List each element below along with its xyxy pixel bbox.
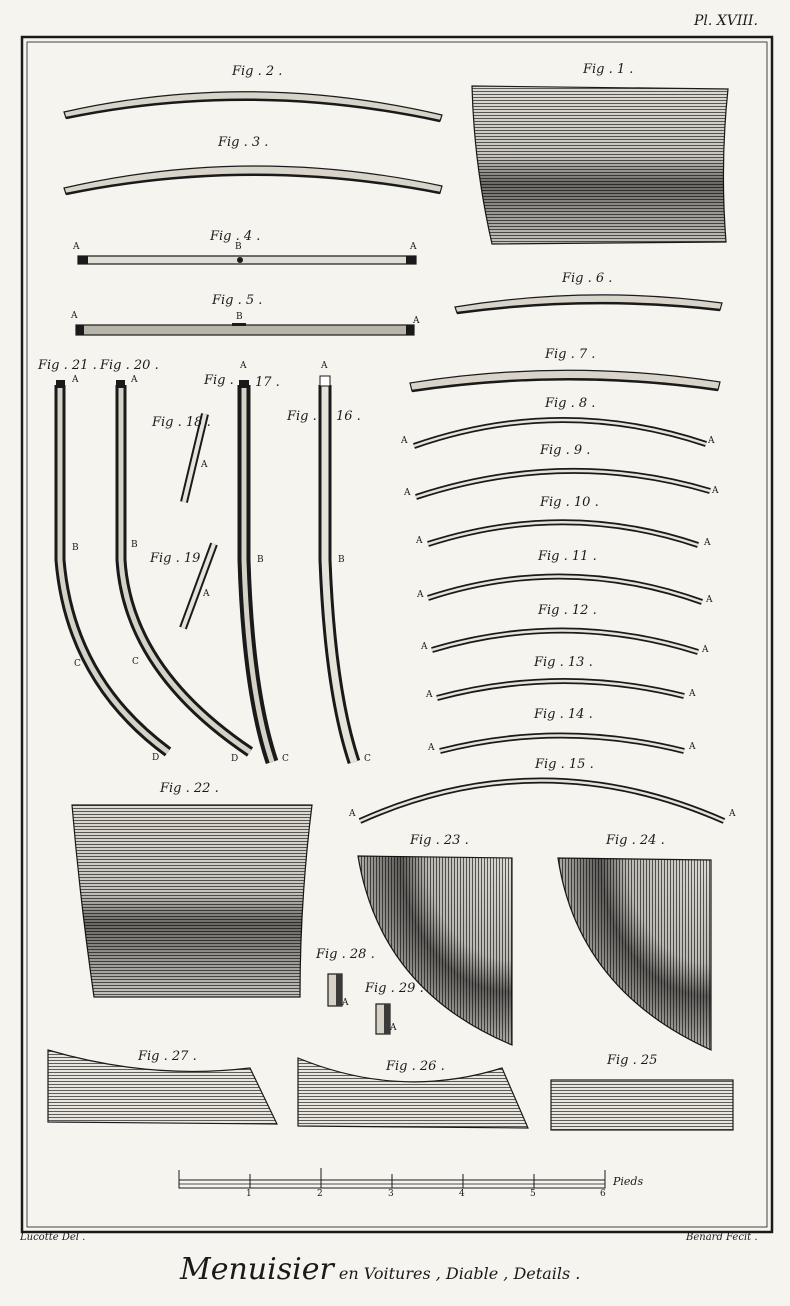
- caption-fig12: Fig . 12 .: [538, 603, 597, 618]
- point-label: A: [201, 460, 208, 470]
- scale-tick-label: 2: [317, 1189, 323, 1199]
- point-label: A: [428, 743, 435, 753]
- fig13-arc: [437, 681, 684, 698]
- fig1-panel: [472, 86, 728, 244]
- fig11-arc: [428, 576, 702, 602]
- point-label: A: [689, 742, 696, 752]
- point-label: A: [349, 809, 356, 819]
- point-label: A: [421, 642, 428, 652]
- point-label: A: [417, 590, 424, 600]
- caption-fig27: Fig . 27 .: [138, 1049, 197, 1064]
- scale-tick-label: 4: [459, 1189, 465, 1199]
- fig7-rail: [410, 370, 720, 391]
- point-label: A: [321, 361, 328, 371]
- fig14-arc: [440, 736, 684, 752]
- caption-fig18: Fig . 18 .: [152, 415, 211, 430]
- scale-unit: Pieds: [613, 1175, 644, 1188]
- caption-fig15: Fig . 15 .: [535, 757, 594, 772]
- fig28-block: [328, 974, 342, 1006]
- point-label: A: [708, 436, 715, 446]
- caption-fig16: 16 .: [336, 409, 361, 424]
- point-label: B: [72, 543, 79, 553]
- point-label: C: [364, 754, 371, 764]
- caption-fig10: Fig . 10 .: [540, 495, 599, 510]
- point-label: A: [729, 809, 736, 819]
- fig2-rail: [64, 92, 442, 121]
- caption-fig9: Fig . 9 .: [540, 443, 591, 458]
- plate-title-sub: en Voitures , Diable , Details .: [338, 1264, 581, 1283]
- caption-fig13: Fig . 13 .: [534, 655, 593, 670]
- fig22-panel: [72, 805, 312, 997]
- scale-tick-label: 6: [600, 1189, 606, 1199]
- caption-fig16-prefix: Fig .: [287, 409, 317, 424]
- point-label: B: [257, 555, 264, 565]
- point-label: A: [689, 689, 696, 699]
- caption-fig23: Fig . 23 .: [410, 833, 469, 848]
- engraved-by-credit: Benard Fecit .: [686, 1232, 758, 1243]
- scale-tick-label: 1: [246, 1189, 252, 1199]
- fig9-arc: [416, 471, 710, 497]
- caption-fig2: Fig . 2 .: [232, 64, 283, 79]
- plate-title: [180, 1252, 580, 1287]
- fig29-block: [376, 1004, 390, 1034]
- point-label: A: [73, 242, 80, 252]
- point-label: D: [231, 754, 239, 764]
- caption-fig24: Fig . 24 .: [606, 833, 665, 848]
- point-label: B: [236, 312, 243, 322]
- point-label: A: [704, 538, 711, 548]
- fig4-bar: [78, 256, 416, 264]
- caption-fig3: Fig . 3 .: [218, 135, 269, 150]
- scale-tick-label: 3: [388, 1189, 394, 1199]
- fig21-post: [56, 380, 168, 752]
- scale-tick-label: 5: [530, 1189, 536, 1199]
- point-label: A: [404, 488, 411, 498]
- point-label: A: [410, 242, 417, 252]
- caption-fig21: Fig . 21 .: [38, 358, 97, 373]
- fig17-post: [239, 380, 272, 762]
- point-label: A: [131, 375, 138, 385]
- fig20-post: [116, 380, 250, 752]
- caption-fig22: Fig . 22 .: [160, 781, 219, 796]
- point-label: B: [338, 555, 345, 565]
- caption-fig1: Fig . 1 .: [583, 62, 634, 77]
- point-label: C: [282, 754, 289, 764]
- point-label: A: [71, 311, 78, 321]
- caption-fig17: 17 .: [255, 375, 280, 390]
- point-label: A: [413, 316, 420, 326]
- caption-fig17-prefix: Fig .: [204, 373, 234, 388]
- caption-fig8: Fig . 8 .: [545, 396, 596, 411]
- point-label: A: [702, 645, 709, 655]
- caption-fig4: Fig . 4 .: [210, 229, 261, 244]
- fig15-arc: [360, 781, 724, 822]
- fig3-rail: [64, 166, 442, 194]
- point-label: A: [240, 361, 247, 371]
- point-label: A: [416, 536, 423, 546]
- caption-fig5: Fig . 5 .: [212, 293, 263, 308]
- fig5-bar: [76, 323, 414, 335]
- caption-fig20: Fig . 20 .: [100, 358, 159, 373]
- plate-title-main: Menuisier: [180, 1252, 334, 1287]
- point-label: A: [712, 486, 719, 496]
- point-label: C: [132, 657, 139, 667]
- caption-fig14: Fig . 14 .: [534, 707, 593, 722]
- point-label: B: [131, 540, 138, 550]
- fig12-arc: [432, 630, 698, 652]
- plate-number: Pl. XVIII.: [694, 13, 758, 29]
- caption-fig19: Fig . 19: [150, 551, 201, 566]
- caption-fig28: Fig . 28 .: [316, 947, 375, 962]
- caption-fig25: Fig . 25: [607, 1053, 658, 1068]
- caption-fig29: Fig . 29 .: [365, 981, 424, 996]
- caption-fig6: Fig . 6 .: [562, 271, 613, 286]
- scale-bar: [179, 1168, 605, 1188]
- point-label: A: [390, 1023, 397, 1033]
- fig25-board: [551, 1080, 733, 1130]
- caption-fig7: Fig . 7 .: [545, 347, 596, 362]
- point-label: A: [706, 595, 713, 605]
- drawn-by-credit: Lucotte Del .: [20, 1232, 86, 1243]
- fig10-arc: [428, 522, 698, 545]
- caption-fig26: Fig . 26 .: [386, 1059, 445, 1074]
- point-label: A: [401, 436, 408, 446]
- point-label: A: [203, 589, 210, 599]
- caption-fig11: Fig . 11 .: [538, 549, 597, 564]
- point-label: A: [72, 375, 79, 385]
- point-label: B: [235, 242, 242, 252]
- point-label: A: [426, 690, 433, 700]
- point-label: C: [74, 659, 81, 669]
- fig24-quarter: [558, 858, 711, 1050]
- fig6-rail: [455, 295, 722, 313]
- point-label: A: [342, 998, 349, 1008]
- point-label: D: [152, 753, 160, 763]
- fig16-post: [320, 376, 354, 762]
